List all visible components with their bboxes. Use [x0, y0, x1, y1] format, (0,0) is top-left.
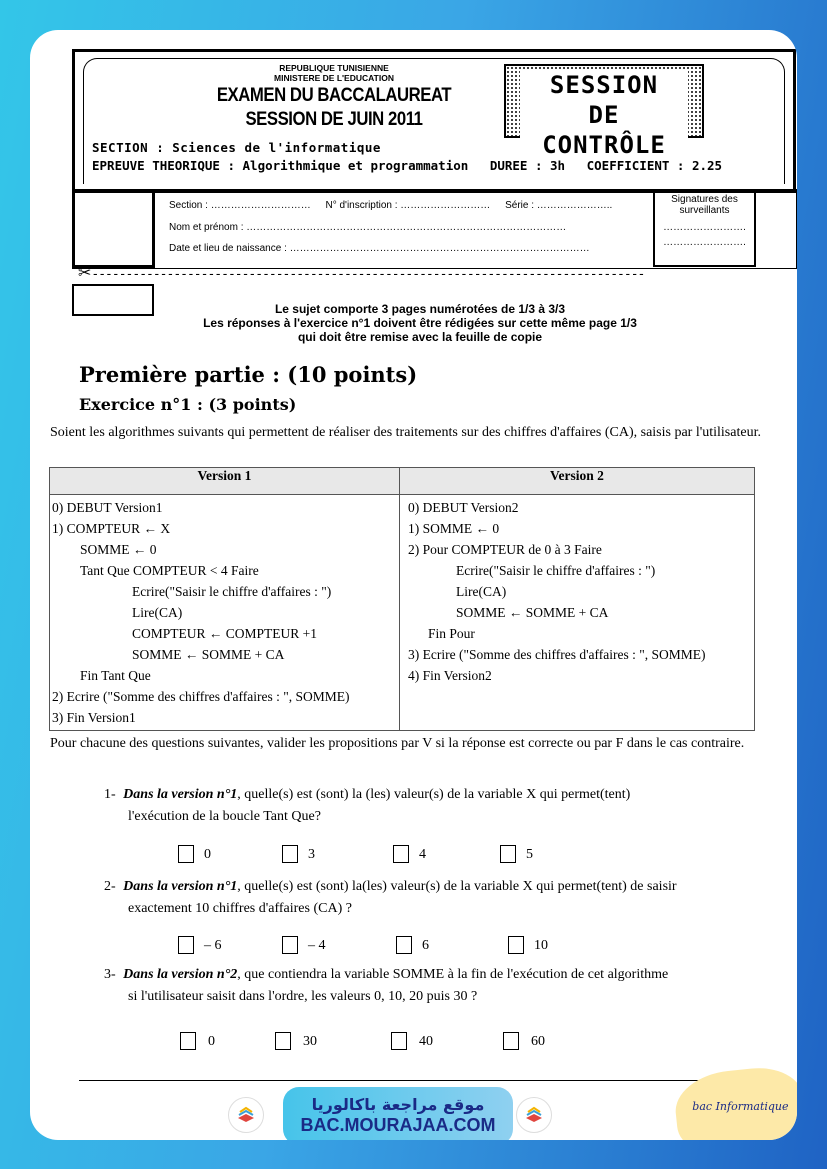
checkbox[interactable]	[178, 936, 194, 954]
checkbox[interactable]	[275, 1032, 291, 1050]
v1-line: SOMME ← 0	[80, 542, 157, 557]
right-logo-icon	[516, 1097, 552, 1133]
v1-line: 1) COMPTEUR ← X	[52, 521, 171, 536]
session-control-box	[504, 64, 704, 159]
signature-line-2: …………………….	[663, 237, 746, 248]
question-lead: Dans la version n°2	[123, 967, 238, 982]
footer-divider	[79, 1080, 699, 1081]
q3-option-b[interactable]	[275, 1032, 317, 1050]
question-text-cont: exactement 10 chiffres d'affaires (CA) ?	[128, 901, 352, 916]
version2-header: Version 2	[400, 468, 755, 495]
site-name-arabic: موقع مراجعة باكالوريا	[311, 1095, 485, 1114]
q3-option-a[interactable]	[180, 1032, 215, 1050]
v2-line: Fin Pour	[428, 626, 475, 641]
algorithms-table	[49, 467, 755, 731]
vf-instruction: Pour chacune des questions suivantes, valider les propositions par V si la réponse est correcte ou par F dans le cas contraire.	[50, 736, 745, 751]
coefficient-label: COEFFICIENT : 2.25	[586, 158, 723, 173]
option-label: 4	[419, 847, 426, 862]
photo-box	[72, 190, 155, 268]
q1-option-b[interactable]	[282, 845, 315, 863]
q1-option-d[interactable]	[500, 845, 533, 863]
question-lead: Dans la version n°1	[123, 787, 238, 802]
session-box-line1: SESSION	[549, 71, 659, 99]
version1-cell	[50, 495, 400, 731]
v2-line: 3) Ecrire ("Somme des chiffres d'affaires : ", SOMME)	[408, 647, 706, 662]
checkbox[interactable]	[508, 936, 524, 954]
question-1	[104, 784, 764, 828]
session-title: SESSION DE JUIN 2011	[245, 109, 423, 130]
question-number: 3-	[104, 967, 116, 982]
v1-line: Tant Que COMPTEUR < 4 Faire	[80, 563, 259, 578]
ministry-label: MINISTERE DE L'EDUCATION	[274, 73, 394, 83]
republic-label: REPUBLIQUE TUNISIENNE	[279, 63, 389, 73]
q2-option-b[interactable]	[282, 936, 326, 954]
part-title: Première partie : (10 points)	[79, 362, 418, 387]
question-3	[104, 964, 764, 1008]
session-box-line2: DE CONTRÔLE	[542, 101, 666, 159]
q2-option-d[interactable]	[508, 936, 548, 954]
v1-line: 0) DEBUT Version1	[52, 500, 163, 515]
duree-label: DUREE : 3h	[489, 158, 566, 173]
question-text-cont: si l'utilisateur saisit dans l'ordre, les valeurs 0, 10, 20 puis 30 ?	[128, 989, 478, 1004]
signature-line-1: …………………….	[663, 222, 746, 233]
v2-line: Lire(CA)	[456, 584, 507, 599]
name-field[interactable]: Nom et prénom : ……………………………………………………………………………………	[169, 222, 567, 233]
signatures-box	[653, 189, 756, 267]
checkbox[interactable]	[396, 936, 412, 954]
question-text: , que contiendra la variable SOMME à la fin de l'exécution de cet algorithme	[237, 967, 669, 982]
site-link-pill[interactable]	[283, 1087, 513, 1140]
v2-line: 4) Fin Version2	[408, 668, 492, 683]
question-2	[104, 876, 764, 920]
option-label: – 6	[204, 938, 222, 953]
v2-line: SOMME ← SOMME + CA	[456, 605, 609, 620]
checkbox[interactable]	[500, 845, 516, 863]
q3-option-d[interactable]	[503, 1032, 545, 1050]
question-number: 1-	[104, 787, 116, 802]
scissors-icon: ✂	[78, 263, 92, 282]
instruction-pages: Le sujet comporte 3 pages numérotées de 1/3 à 3/3	[274, 302, 566, 316]
serie-field[interactable]: Série : …………………..	[505, 200, 613, 211]
section-field[interactable]: Section : …………………………	[169, 200, 311, 211]
checkbox[interactable]	[391, 1032, 407, 1050]
checkbox[interactable]	[503, 1032, 519, 1050]
question-text: , quelle(s) est (sont) la(les) valeur(s) de la variable X qui permet(tent) de saisir	[237, 879, 677, 894]
q2-option-c[interactable]	[396, 936, 429, 954]
question-text: , quelle(s) est (sont) la (les) valeur(s) de la variable X qui permet(tent)	[237, 787, 631, 802]
v1-line: 2) Ecrire ("Somme des chiffres d'affaires : ", SOMME)	[52, 689, 350, 704]
option-label: 60	[531, 1034, 545, 1049]
checkbox[interactable]	[178, 845, 194, 863]
question-text-cont: l'exécution de la boucle Tant Que?	[128, 809, 321, 824]
q1-option-c[interactable]	[393, 845, 426, 863]
candidate-info-box	[72, 189, 797, 269]
v2-line: 1) SOMME ← 0	[408, 521, 500, 536]
option-label: – 4	[308, 938, 326, 953]
option-label: 5	[526, 847, 533, 862]
v2-line: 2) Pour COMPTEUR de 0 à 3 Faire	[408, 542, 602, 557]
epreuve-label: EPREUVE THEORIQUE : Algorithmique et programmation	[92, 158, 469, 173]
birth-field[interactable]: Date et lieu de naissance : ………………………………………………………………………………	[169, 243, 590, 254]
checkbox[interactable]	[282, 936, 298, 954]
instruction-return: qui doit être remise avec la feuille de copie	[297, 330, 543, 344]
v2-line: Ecrire("Saisir le chiffre d'affaires : ")	[456, 563, 656, 578]
instruction-answers: Les réponses à l'exercice n°1 doivent être rédigées sur cette même page 1/3	[203, 316, 637, 330]
v1-line: Fin Tant Que	[80, 668, 151, 683]
exercise-title: Exercice n°1 : (3 points)	[79, 395, 297, 414]
option-label: 0	[204, 847, 211, 862]
option-label: 40	[419, 1034, 433, 1049]
left-logo-icon	[228, 1097, 264, 1133]
section-label: SECTION : Sciences de l'informatique	[92, 140, 381, 155]
version2-cell	[400, 495, 755, 731]
v1-line: SOMME ← SOMME + CA	[132, 647, 285, 662]
checkbox[interactable]	[180, 1032, 196, 1050]
exam-page	[30, 30, 797, 1140]
site-url[interactable]: BAC.MOURAJAA.COM	[300, 1115, 496, 1135]
option-label: 0	[208, 1034, 215, 1049]
v1-line: Lire(CA)	[132, 605, 183, 620]
exercise-intro: Soient les algorithmes suivants qui permettent de réaliser des traitements sur des chiffres d'affaires (CA), saisis par l'utilisateur.	[50, 425, 761, 440]
signatures-title: Signatures des surveillants	[671, 194, 738, 216]
q1-option-a[interactable]	[178, 845, 211, 863]
checkbox[interactable]	[393, 845, 409, 863]
option-label: 30	[303, 1034, 317, 1049]
v2-line: 0) DEBUT Version2	[408, 500, 519, 515]
question-lead: Dans la version n°1	[123, 879, 238, 894]
header-inner-frame	[83, 58, 785, 184]
exam-title: EXAMEN DU BACCALAUREAT	[216, 85, 452, 106]
question-number: 2-	[104, 879, 116, 894]
option-label: 6	[422, 938, 429, 953]
badge-text: bac Informatique	[692, 1099, 789, 1113]
checkbox[interactable]	[282, 845, 298, 863]
v1-line: COMPTEUR ← COMPTEUR +1	[132, 626, 318, 641]
option-label: 10	[534, 938, 548, 953]
inscription-field[interactable]: N° d'inscription : ………………………	[325, 200, 491, 211]
option-label: 3	[308, 847, 315, 862]
v1-line: Ecrire("Saisir le chiffre d'affaires : ")	[132, 584, 332, 599]
version1-header: Version 1	[50, 468, 400, 495]
cut-line: ---------------------------------------------------------------------------------	[91, 267, 645, 282]
v1-line: 3) Fin Version1	[52, 710, 136, 725]
bac-informatique-badge	[672, 1064, 797, 1140]
q3-option-c[interactable]	[391, 1032, 433, 1050]
q2-option-a[interactable]	[178, 936, 222, 954]
exam-header	[72, 49, 796, 193]
